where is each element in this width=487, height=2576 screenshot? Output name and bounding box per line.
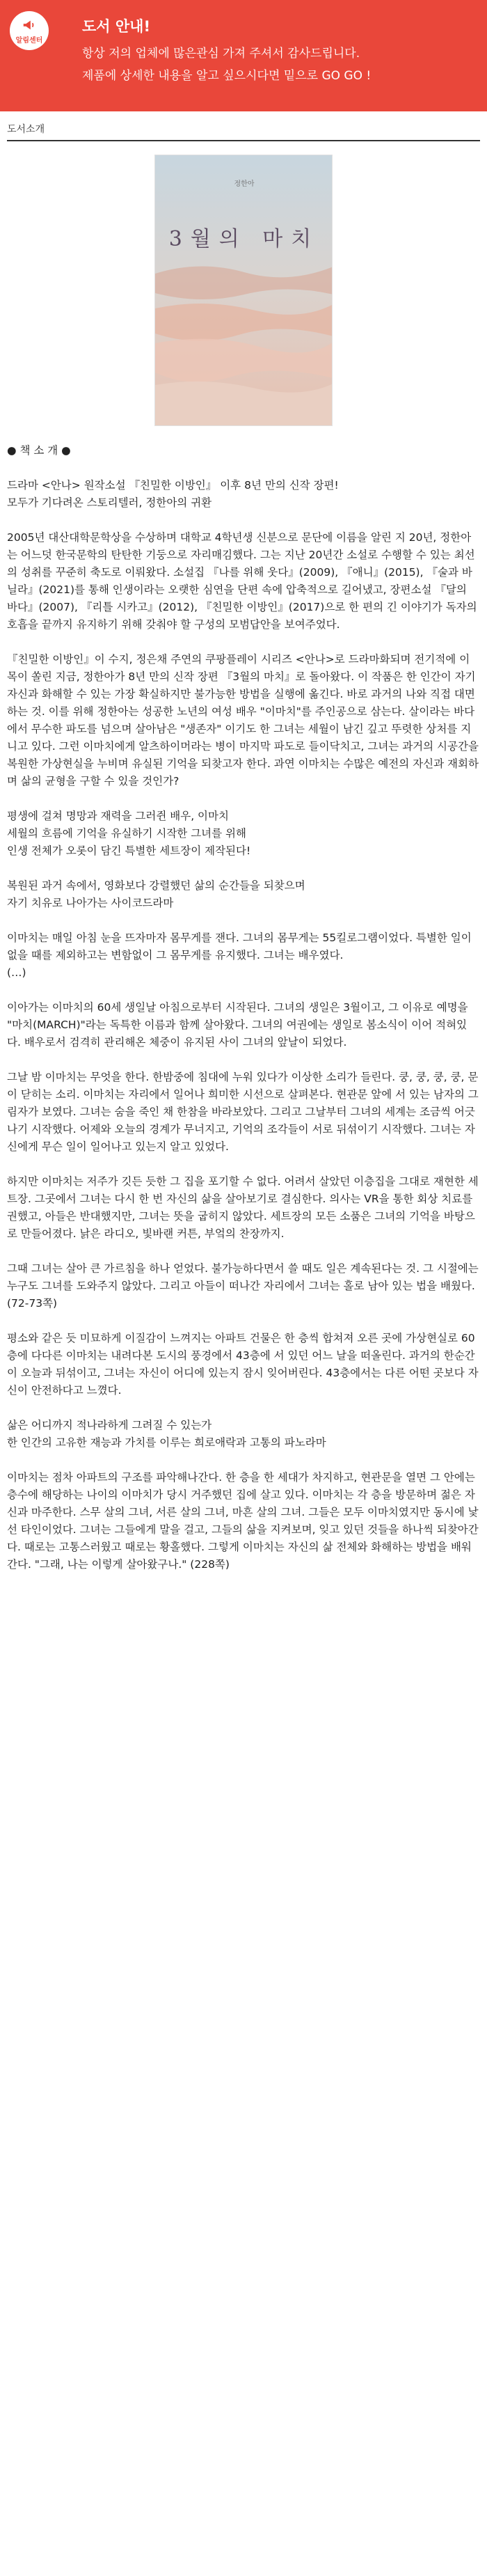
book-cover-art [155, 155, 333, 426]
badge-label: 알림센터 [15, 36, 43, 45]
notification-badge [10, 11, 49, 50]
description-paragraph: 삶은 어디까지 적나라하게 그려질 수 있는가 한 인간의 고유한 재능과 가치를 이루는 희로애락과 고통의 파노라마 [7, 1419, 326, 1449]
description-heading: ● 책 소 개 ● [7, 444, 71, 457]
megaphone-icon [22, 17, 37, 33]
banner-text-line-2: 제품에 상세한 내용을 알고 싶으시다면 밑으로 GO GO ! [82, 69, 372, 83]
description-paragraph: 하지만 이마치는 저주가 깃든 듯한 그 집을 포기할 수 없다. 어려서 살았던 이층집을 그대로 재현한 세트장. 그곳에서 그녀는 다시 한 번 자신의 삶을 살아보기로 결심한다. 의사는 VR을 통한 회상 치료를 권했고, 아들은 반대했지만, 그녀는 뜻을 굽히지 않았다. 세트장의 모든 소품은 그녀의 기억을 바탕으로 만들어졌다. 낡은 라디오, 빛바랜 커튼, 부엌의 찬장까지. [7, 1175, 479, 1240]
cover-author: 정한아 [234, 180, 255, 188]
banner-text-line-1: 항상 저의 업체에 많은관심 가져 주셔서 감사드립니다. [82, 47, 360, 61]
description-paragraph: 이아가는 이마치의 60세 생일날 아침으로부터 시작된다. 그녀의 생일은 3월이고, 그 이유로 예명을 "마치(MARCH)"라는 독특한 이름과 함께 살아왔다. 그녀의 여권에는 생일로 봄소식이 이어 적혀있다. 배우로서 검격히 관리해온 체중이 유지된 사이 그녀의 앞날이 되었다. [7, 1001, 468, 1049]
notice-banner [0, 0, 487, 111]
description-paragraph: 2005년 대산대학문학상을 수상하며 대학교 4학년생 신분으로 문단에 이름을 알린 지 20년, 정한아는 어느덧 한국문학의 탄탄한 기둥으로 자리매김했다. 그는 지난 20년간 소설로 수행할 수 있는 최선의 성취를 꾸준히 축도로 이뤄왔다. 소설집 『나를 위해 웃다』(2009), 『애니』(2015), 『술과 바닐라』(2021)를 통해 인생이라는 오랫한 심연을 단편 속에 압축적으로 길어냈고, 장편소설 『달의 바다』(2007), 『리틀 시카고』(2012), 『친밀한 이방인』(2017)으로 한 편의 긴 이야기가 독자의 호흡을 끝까지 유지하기 위해 갖춰야 할 구성의 모범답안을 보여주었다. [7, 531, 477, 631]
book-description [7, 442, 480, 1591]
description-paragraph: 이마치는 점차 아파트의 구조를 파악해나간다. 한 층을 한 세대가 차지하고, 현관문을 열면 그 안에는 층수에 해당하는 나이의 이마치가 당시 거주했던 집에 살고 있다. 이마치는 각 층을 방문하며 젊은 자신과 마주한다. 스무 살의 그녀, 서른 살의 그녀, 마흔 살의 그녀. 그들은 모두 이마치였지만 동시에 낯선 타인이었다. 그녀는 그들에게 말을 걸고, 그들의 삶을 지켜보며, 잊고 있던 것들을 하나씩 되찾아간다. 때로는 고통스러웠고 때로는 황홀했다. 그렇게 이마치는 자신의 삶 전체와 화해하는 방법을 배워간다. "그래, 나는 이렇게 살아왔구나." (228쪽) [7, 1471, 479, 1571]
section-label: 도서소개 [7, 124, 45, 135]
description-paragraph: 그날 밤 이마치는 무엇을 한다. 한밤중에 침대에 누워 있다가 이상한 소리가 들린다. 쿵, 쿵, 쿵, 쿵, 문이 닫히는 소리. 이마치는 자리에서 일어나 희미한 시선으로 살펴본다. 현관문 앞에 서 있는 남자의 그림자가 보였다. 그녀는 숨을 죽인 채 한참을 바라보았다. 그리고 그날부터 그녀의 세계는 조금씩 어긋나기 시작했다. 어제와 오늘의 경계가 무너지고, 기억의 조각들이 서로 뒤섞이기 시작했다. 그녀는 자신에게 무슨 일이 일어나고 있는지 알고 있었다. [7, 1071, 479, 1153]
description-paragraph: 『친밀한 이방인』이 수지, 정은채 주연의 쿠팡플레이 시리즈 <안나>로 드라마화되며 전기적에 이목이 쏠린 지금, 정한아가 8년 만의 신작 장편 『3월의 마치』로 돌아왔다. 이 작품은 한 인간이 자기 자신과 화해할 수 있는 가장 확실하지만 불가능한 방법을 실행에 옮긴다. 바로 과거의 나와 직접 대면하는 것. 이를 위해 정한아는 성공한 노년의 여성 배우 "이마치"를 주인공으로 삼는다. 살이라는 바다에서 무수한 파도를 넘으며 살아남은 "생존자" 이기도 한 그녀는 세월이 남긴 깊고 뚜렷한 상처를 지니고 있다. 그런 이마치에게 알츠하이머라는 병이 마지막 파도로 들이닥치고, 그녀는 과거의 시공간을 복원한 가상현실을 누비며 유실된 기억을 되찾고자 한다. 과연 이마치는 수많은 예전의 자신과 재회하며 삶의 균형을 구할 수 있을 것인가? [7, 653, 479, 787]
banner-title: 도서 안내! [82, 18, 151, 35]
description-paragraph: 그때 그녀는 살아 큰 가르침을 하나 얻었다. 불가능하다면서 쓸 때도 일은 계속된다는 것. 그 시절에는 누구도 그녀를 도와주지 않았다. 그리고 아들이 떠나간 자리에서 그녀는 홀로 남아 있는 법을 배웠다. (72-73쪽) [7, 1262, 479, 1310]
description-paragraph: 복원된 과거 속에서, 영화보다 강렬했던 삶의 순간들을 되찾으며 자기 치유로 나아가는 사이코드라마 [7, 879, 305, 909]
book-cover [154, 155, 333, 426]
section-divider [7, 140, 480, 141]
description-paragraph: 평생에 걸쳐 명망과 재력을 그러쥔 배우, 이마치 세월의 흐름에 기억을 유실하기 시작한 그녀를 위해 인생 전체가 오롯이 담긴 특별한 세트장이 제작된다! [7, 810, 251, 857]
description-paragraph: 이마치는 매일 아침 눈을 뜨자마자 몸무게를 잰다. 그녀의 몸무게는 55킬로그램이었다. 특별한 일이 없을 때를 제외하고는 변함없이 그 몸무게를 유지했다. 그녀는 배우였다. (…) [7, 932, 472, 979]
section-header [7, 122, 480, 141]
description-paragraph: 드라마 <안나> 원작소설 『친밀한 이방인』 이후 8년 만의 신작 장편! 모두가 기다려온 스토리텔러, 정한아의 귀환 [7, 479, 339, 509]
description-paragraph: 평소와 같은 듯 미묘하게 이질감이 느껴지는 아파트 건물은 한 층씩 합쳐져 오른 곳에 가상현실로 60층에 다다른 이마치는 내려다본 도시의 풍경에서 43층에 서 있던 어느 날을 떠올린다. 과거의 한순간이 오늘과 뒤섞이고, 그녀는 자신이 어디에 있는지 잠시 잊어버린다. 43층에서는 다른 어떤 곳보다 자신이 안전하다고 느꼈다. [7, 1332, 479, 1397]
cover-title: 3월의 마치 [168, 227, 320, 251]
